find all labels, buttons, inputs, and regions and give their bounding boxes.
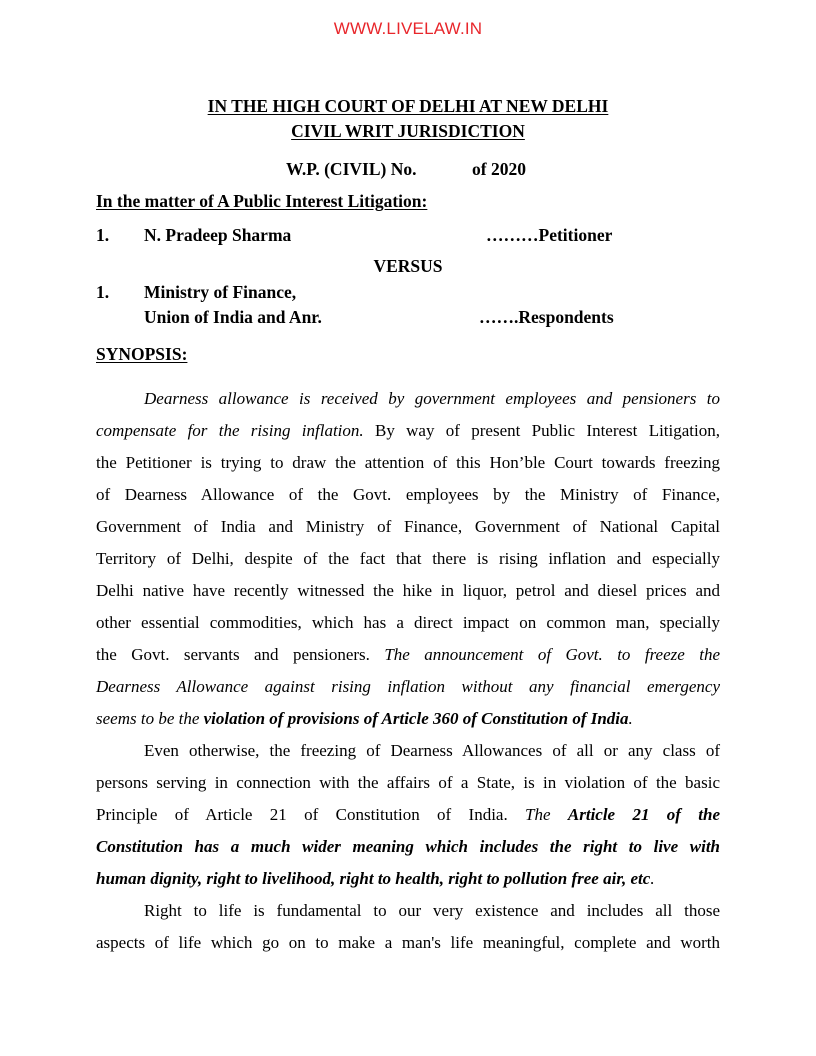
paragraph-line <box>96 799 720 831</box>
text-run: of Dearness Allowance of the Govt. employees by the Ministry of Finance, <box>96 485 720 504</box>
text-run: human dignity, right to livelihood, right to health, right to pollution free air, etc <box>96 869 651 888</box>
respondent-name-line1: Ministry of Finance, <box>144 282 297 302</box>
text-run: Delhi native have recently witnessed the hike in liquor, petrol and diesel prices and <box>96 581 720 600</box>
paragraph-line <box>96 479 720 511</box>
matter-heading: In the matter of A Public Interest Litigation: <box>96 191 428 211</box>
text-run: other essential commodities, which has a direct impact on common man, specially <box>96 613 720 632</box>
jurisdiction-title <box>0 121 816 142</box>
petitioner-role: ………Petitioner <box>486 225 613 245</box>
text-run: The <box>507 805 568 824</box>
paragraph-line <box>96 415 720 447</box>
paragraph <box>96 895 720 959</box>
paragraph-line <box>96 607 720 639</box>
text-run: persons serving in connection with the affairs of a State, is in violation of the basic <box>96 773 720 792</box>
paragraph <box>96 735 720 895</box>
watermark: WWW.LIVELAW.IN <box>333 19 483 38</box>
paragraph-line <box>96 671 720 703</box>
text-run: aspects of life which go on to make a man's life meaningful, complete and worth <box>96 933 720 952</box>
paragraph-line <box>96 543 720 575</box>
synopsis-heading: SYNOPSIS: <box>96 344 188 364</box>
paragraph-line <box>96 383 720 415</box>
text-run: By way of present Public Interest Litigation, <box>363 421 720 440</box>
paragraph-line <box>96 703 720 735</box>
paragraph-line <box>96 447 720 479</box>
paragraph <box>96 383 720 735</box>
paragraph-line <box>96 895 720 927</box>
text-run: Even otherwise, the freezing of Dearness Allowances of all or any class of <box>144 741 720 760</box>
petitioner-number: 1. <box>96 225 110 245</box>
case-number-label: W.P. (CIVIL) No. <box>286 159 417 179</box>
synopsis-body <box>96 383 720 959</box>
respondent-role: …….Respondents <box>479 307 614 327</box>
text-run: the Govt. servants and pensioners. <box>96 645 370 664</box>
text-run: violation of provisions of Article 360 of Constitution of India <box>203 709 629 728</box>
respondent-name-line2: Union of India and Anr. <box>144 307 322 327</box>
text-run: The announcement of Govt. to freeze the <box>369 645 720 664</box>
text-run: Article 21 of the <box>567 805 720 824</box>
paragraph-line <box>96 927 720 959</box>
paragraph-line <box>96 511 720 543</box>
text-run: Dearness Allowance against rising inflation without any financial emergency <box>96 677 720 696</box>
text-run: Government of India and Ministry of Finance, Government of National Capital <box>96 517 720 536</box>
text-run: . <box>628 709 633 728</box>
text-run: . <box>650 869 655 888</box>
paragraph-line <box>96 735 720 767</box>
text-run: seems to be the <box>96 709 204 728</box>
case-year: of 2020 <box>472 159 526 179</box>
text-run: the Petitioner is trying to draw the attention of this Hon’ble Court towards freezing <box>96 453 720 472</box>
court-title-text: IN THE HIGH COURT OF DELHI AT NEW DELHI <box>207 96 609 116</box>
text-run: Principle of Article 21 of Constitution of India. <box>96 805 508 824</box>
respondent-number: 1. <box>96 282 110 302</box>
paragraph-line <box>96 575 720 607</box>
text-run: Territory of Delhi, despite of the fact that there is rising inflation and especially <box>96 549 720 568</box>
paragraph-line <box>96 767 720 799</box>
versus: VERSUS <box>373 256 443 276</box>
jurisdiction-text: CIVIL WRIT JURISDICTION <box>291 121 525 141</box>
paragraph-line <box>96 831 720 863</box>
court-title <box>0 96 816 117</box>
text-run: Constitution has a much wider meaning which includes the right to live with <box>96 837 720 856</box>
petitioner-name: N. Pradeep Sharma <box>144 225 292 245</box>
text-run: Right to life is fundamental to our very existence and includes all those <box>144 901 720 920</box>
paragraph-line <box>96 639 720 671</box>
text-run: compensate for the rising inflation. <box>96 421 364 440</box>
paragraph-line <box>96 863 720 895</box>
text-run: Dearness allowance is received by government employees and pensioners to <box>144 389 720 408</box>
